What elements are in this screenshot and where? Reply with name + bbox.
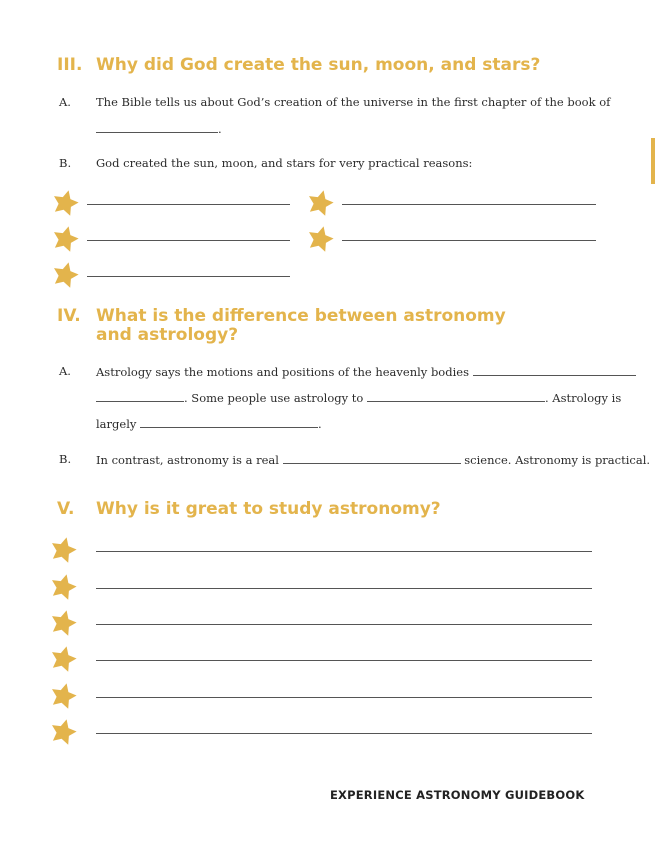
star-icon: [49, 608, 79, 638]
section-4-number: IV.: [57, 306, 81, 326]
section-3-heading: [57, 56, 577, 76]
answer-line[interactable]: [342, 204, 596, 205]
item-4b-line: [96, 452, 650, 467]
page-edge-tab: [651, 138, 655, 184]
star-icon: [51, 260, 81, 290]
section-3-number: III.: [57, 55, 83, 75]
answer-blank[interactable]: [283, 452, 461, 464]
answer-line[interactable]: [96, 551, 592, 552]
item-3a-text: The Bible tells us about God’s creation of the universe in the first chapter of the book of: [96, 95, 611, 109]
answer-line[interactable]: [87, 240, 290, 241]
star-icon: [49, 535, 79, 565]
answer-line[interactable]: [87, 204, 290, 205]
item-4a-line1: [96, 364, 636, 379]
star-icon: [306, 224, 336, 254]
star-icon: [49, 572, 79, 602]
star-icon: [49, 717, 79, 747]
answer-blank[interactable]: [96, 390, 184, 402]
item-4a-text-3: . Astrology is: [544, 391, 622, 405]
star-icon: [306, 188, 336, 218]
section-4-heading: [57, 307, 577, 347]
item-3b-letter: B.: [59, 156, 72, 170]
answer-blank[interactable]: [96, 121, 218, 133]
item-3a-line2: [96, 121, 222, 136]
item-4b-text-2: science. Astronomy is practical.: [464, 453, 651, 467]
star-icon: [49, 681, 79, 711]
answer-blank[interactable]: [140, 416, 318, 428]
answer-line[interactable]: [96, 733, 592, 734]
item-4b-letter: B.: [59, 452, 72, 466]
item-4a-line2: [96, 390, 621, 405]
item-4b-text-1: In contrast, astronomy is a real: [96, 453, 279, 467]
item-3a-end: .: [218, 122, 222, 136]
answer-line[interactable]: [96, 624, 592, 625]
answer-line[interactable]: [87, 276, 290, 277]
item-4a-letter: A.: [59, 364, 71, 378]
item-4a-line3: [96, 416, 322, 431]
item-3b-text: God created the sun, moon, and stars for very practical reasons:: [96, 156, 473, 170]
section-3-title: Why did God create the sun, moon, and stars?: [96, 55, 541, 75]
answer-line[interactable]: [96, 697, 592, 698]
section-5-heading: [57, 500, 577, 520]
footer-title: EXPERIENCE ASTRONOMY GUIDEBOOK: [330, 788, 585, 802]
section-5-title: Why is it great to study astronomy?: [96, 499, 441, 519]
item-4a-text-5: .: [318, 417, 322, 431]
star-icon: [49, 644, 79, 674]
answer-line[interactable]: [96, 660, 592, 661]
star-icon: [51, 188, 81, 218]
item-4a-text-2: . Some people use astrology to: [184, 391, 364, 405]
answer-line[interactable]: [96, 588, 592, 589]
item-3a-letter: A.: [59, 95, 71, 109]
section-4-title: What is the difference between astronomy and astrology?: [96, 306, 506, 345]
section-5-number: V.: [57, 499, 75, 519]
item-4a-text-4: largely: [96, 417, 137, 431]
answer-line[interactable]: [342, 240, 596, 241]
answer-blank[interactable]: [473, 364, 636, 376]
item-4a-text-1: Astrology says the motions and positions of the heavenly bodies: [96, 365, 469, 379]
answer-blank[interactable]: [367, 390, 545, 402]
star-icon: [51, 224, 81, 254]
